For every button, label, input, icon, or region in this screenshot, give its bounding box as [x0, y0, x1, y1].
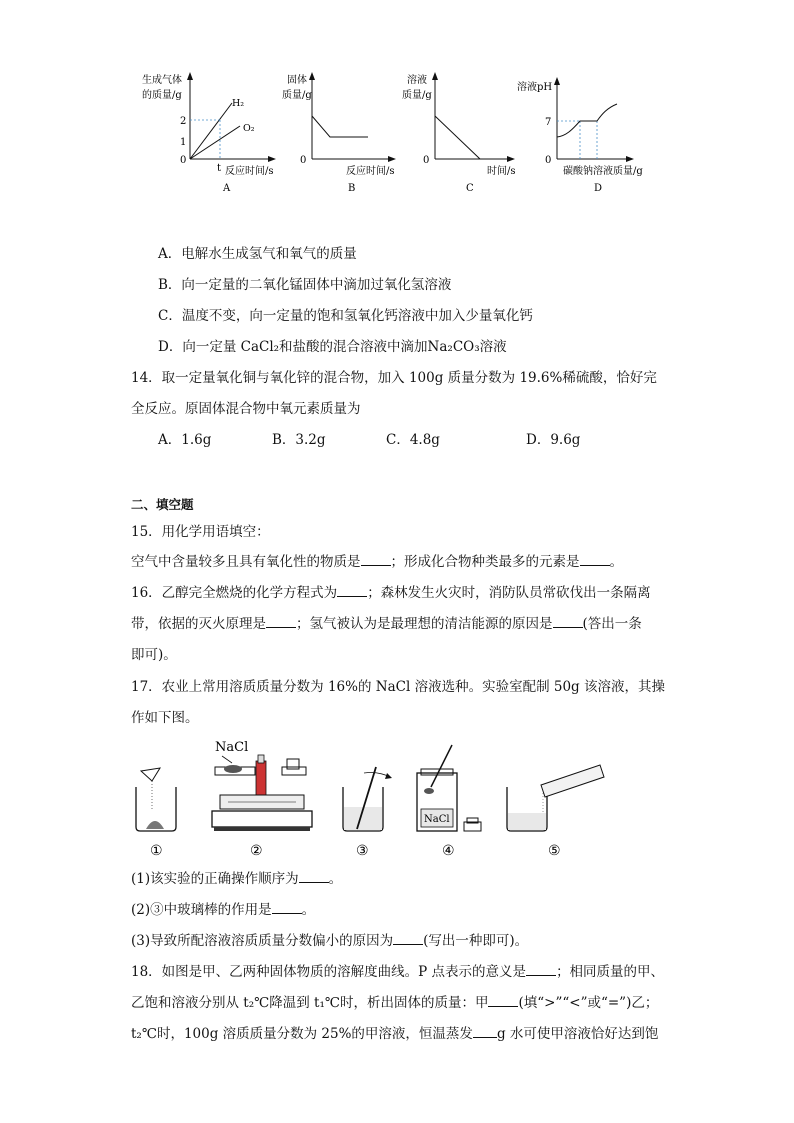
bottle-label: NaCl [424, 814, 450, 825]
step-5-pouring-icon [507, 765, 604, 831]
q14-option-b: B．3.2g [272, 432, 326, 448]
q17-sub-2 [131, 901, 315, 919]
q16-line-2 [131, 615, 642, 633]
q16-blank-3 [553, 615, 583, 628]
q13-option-a: A．电解水生成氢气和氧气的质量 [158, 246, 357, 262]
graph-a-t-label: t [217, 163, 222, 174]
q16-line-1 [131, 584, 651, 602]
q17-sub2-end: 。 [301, 902, 316, 918]
q18-text-a: 18．如图是甲、乙两种固体物质的溶解度曲线。P 点表示的意义是 [131, 964, 527, 980]
q18-text-b: ；相同质量的甲、 [556, 964, 665, 980]
q16-blank-2 [266, 615, 296, 628]
q18-text-d: (填“>”“<”或“=”)乙； [518, 995, 659, 1011]
q17-sub3-text: (3)导致所配溶液溶质质量分数偏小的原因为 [131, 933, 394, 949]
q17-sub-1 [131, 870, 342, 888]
graph-d-ytick-7: 7 [545, 117, 552, 128]
graph-c [402, 72, 516, 194]
q17-line-1: 17．农业上常用溶质质量分数为 16%的 NaCl 溶液选种。实验室配制 50g 该溶液，其操 [131, 679, 665, 695]
graph-c-origin: 0 [423, 155, 430, 166]
graph-a-o2-label: O₂ [243, 123, 255, 134]
graph-c-xlabel: 时间/s [487, 166, 516, 177]
graph-b-caption: B [348, 183, 356, 194]
q18-text-e: t₂℃时，100g 溶质质量分数为 25%的甲溶液，恒温蒸发 [131, 1026, 473, 1042]
graph-d-origin: 0 [545, 155, 552, 166]
graph-a-ylabel-2: 的质量/g [142, 90, 182, 101]
graph-b-ylabel-2: 质量/g [282, 90, 312, 101]
step-label-1: ① [150, 843, 163, 859]
q14-line-2: 全反应。原固体混合物中氧元素质量为 [131, 401, 361, 417]
q16-blank-1 [337, 584, 367, 597]
step-label-5: ⑤ [548, 843, 561, 859]
q17-blank-3 [393, 932, 423, 945]
step-3-stirring-icon [343, 767, 392, 831]
graph-d-ylabel: 溶液pH [517, 82, 553, 93]
q14-option-d: D．9.6g [526, 432, 581, 448]
q17-sub3-end: (写出一种即可)。 [423, 933, 529, 949]
q14-options [158, 431, 580, 449]
q13-option-d: D．向一定量 CaCl₂和盐酸的混合溶液中滴加Na₂CO₃溶液 [158, 339, 507, 355]
graph-d-xlabel: 碳酸钠溶液质量/g [563, 166, 643, 177]
q18-text-c: 乙饱和溶液分别从 t₂℃降温到 t₁℃时，析出固体的质量：甲 [131, 995, 489, 1011]
graph-c-caption: C [466, 183, 474, 194]
step-2-balance-icon [212, 740, 312, 831]
step-label-3: ③ [356, 843, 369, 859]
step-4-bottle-icon [417, 745, 481, 831]
graph-b-xlabel: 反应时间/s [346, 166, 395, 177]
q17-blank-2 [272, 901, 302, 914]
graph-b [282, 72, 396, 194]
q17-sub1-end: 。 [328, 871, 343, 887]
graphs-figure [0, 0, 794, 200]
q17-line-2: 作如下图。 [131, 710, 199, 726]
q15-text-a: 空气中含量较多且具有氧化性的物质是 [131, 554, 361, 570]
q16-text-d: ；氢气被认为是最理想的清洁能源的原因是 [296, 616, 553, 632]
graph-a-ytick-1: 1 [180, 137, 187, 148]
graph-a [142, 72, 276, 194]
graph-c-ylabel-1: 溶液 [407, 75, 427, 86]
section-title: 二、填空题 [131, 497, 194, 512]
graph-d-caption: D [594, 183, 603, 194]
q13-option-c: C．温度不变，向一定量的饱和氢氧化钙溶液中加入少量氧化钙 [158, 308, 533, 324]
graph-a-caption: A [223, 183, 231, 194]
q18-blank-2 [488, 994, 518, 1007]
q16-text-c: 带，依据的灭火原理是 [131, 616, 266, 632]
q18-line-3 [131, 1025, 658, 1043]
graph-d [517, 77, 643, 194]
graph-c-ylabel-2: 质量/g [402, 90, 432, 101]
graph-b-origin: 0 [300, 155, 307, 166]
graph-a-origin: 0 [180, 155, 187, 166]
q17-blank-1 [299, 870, 329, 883]
graph-a-h2-label: H₂ [232, 98, 245, 109]
q17-sub2-text: (2)③中玻璃棒的作用是 [131, 902, 272, 918]
step-1-beaker-icon [136, 768, 176, 831]
graph-b-ylabel-1: 固体 [287, 75, 307, 86]
q14-option-a: A．1.6g [158, 432, 212, 448]
q15-line-2 [131, 553, 623, 571]
q16-line-3: 即可)。 [131, 647, 177, 663]
q15-blank-1 [361, 553, 391, 566]
graph-a-xlabel: 反应时间/s [225, 166, 274, 177]
nacl-label: NaCl [215, 740, 249, 755]
q17-sub-3 [131, 932, 528, 950]
q17-lab-figure [0, 733, 794, 863]
q18-blank-1 [526, 963, 556, 976]
q15-text-b: ；形成化合物种类最多的元素是 [390, 554, 580, 570]
graph-a-ytick-2: 2 [180, 116, 187, 127]
q15-text-c: 。 [609, 554, 623, 570]
q16-text-b: ；森林发生火灾时，消防队员常砍伐出一条隔离 [367, 585, 651, 601]
q16-text-a: 16．乙醇完全燃烧的化学方程式为 [131, 585, 338, 601]
step-label-2: ② [250, 843, 263, 859]
q14-option-c: C．4.8g [386, 432, 440, 448]
graph-a-ylabel-1: 生成气体 [142, 75, 182, 86]
q14-line-1: 14．取一定量氧化铜与氧化锌的混合物，加入 100g 质量分数为 19.6%稀硫酸，恰好完 [131, 370, 657, 386]
q16-text-e: (答出一条 [582, 616, 642, 632]
q18-blank-3 [473, 1025, 497, 1038]
step-label-4: ④ [442, 843, 455, 859]
q15-blank-2 [580, 553, 610, 566]
q18-line-1 [131, 963, 664, 981]
q18-line-2 [131, 994, 658, 1012]
q15-line-1: 15．用化学用语填空： [131, 524, 270, 540]
q18-text-f: g 水可使甲溶液恰好达到饱 [496, 1026, 659, 1042]
q17-sub1-text: (1)该实验的正确操作顺序为 [131, 871, 299, 887]
q13-option-b: B．向一定量的二氧化锰固体中滴加过氧化氢溶液 [158, 277, 452, 293]
